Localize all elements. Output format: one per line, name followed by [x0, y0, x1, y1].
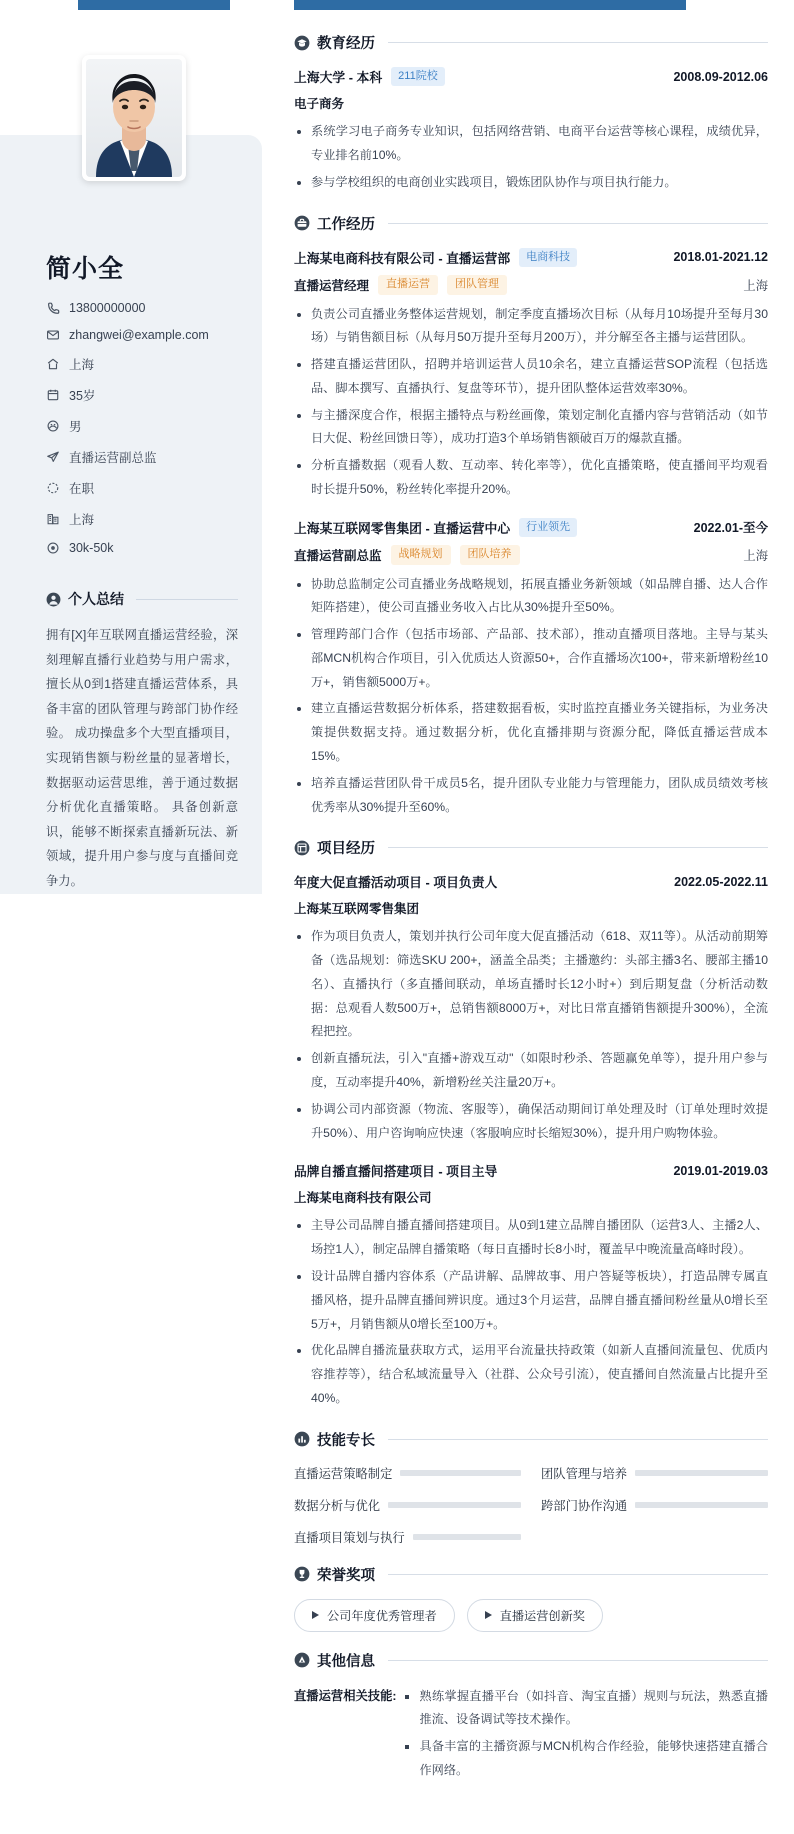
- contact-list: [0, 301, 268, 555]
- profile-photo-wrapper: [0, 55, 268, 181]
- divider: [136, 599, 238, 600]
- list-item: 协助总监制定公司直播业务战略规划，拓展直播业务新领域（如品牌自播、达人合作矩阵搭建），使公司直播业务收入占比从30%提升至50%。: [294, 573, 768, 621]
- contact-item-position: [46, 448, 268, 466]
- work-entry-row: [294, 518, 768, 537]
- list-item: 搭建直播运营团队，招聘并培训运营人员10余名，建立直播运营SOP流程（包括选品、脚本撰写、直播执行、复盘等环节），提升团队整体运营效率30%。: [294, 353, 768, 401]
- company-badge: 电商科技: [519, 248, 577, 267]
- contact-item-status: [46, 479, 268, 497]
- list-item: 管理跨部门合作（包括市场部、产品部、技术部），推动直播项目落地。主导与某头部MCN机构合作项目，引入优质达人资源50+，合作直播场次100+，带来新增粉丝10万+，销售额5000万+。: [294, 623, 768, 694]
- role-tag: 团队管理: [447, 275, 507, 294]
- work-title: 工作经历: [317, 216, 375, 233]
- award-chip[interactable]: [294, 1599, 455, 1632]
- skill-name: 直播项目策划与执行: [294, 1530, 405, 1545]
- skill-item: [294, 1464, 521, 1482]
- skill-bar-track: [388, 1502, 521, 1508]
- summary-text: 拥有[X]年互联网直播运营经验，深刻理解直播行业趋势与用户需求，擅长从0到1搭建直播运营体系，具备丰富的团队管理与跨部门协作经验。 成功操盘多个大型直播项目，实现销售额与粉丝量的显著增长，数据驱动运营思维，善于通过数据分析优化直播策略。 具备创新意识，能够不断探索直播新玩法、新领域，提升用户参与度与直播间竞争力。: [46, 628, 238, 888]
- project-entry-row: [294, 872, 768, 891]
- city-icon: [46, 512, 60, 526]
- work-entry-row: [294, 248, 768, 267]
- role-tag: 直播运营: [378, 275, 438, 294]
- work-role-row: [294, 275, 768, 294]
- summary-header: [46, 589, 238, 609]
- briefcase-icon: [294, 215, 310, 231]
- award-label: 公司年度优秀管理者: [327, 1608, 437, 1623]
- skills-title: 技能专长: [317, 1432, 375, 1449]
- project-bullets: [294, 925, 768, 1145]
- list-item: 系统学习电子商务专业知识，包括网络营销、电商平台运营等核心课程，成绩优异，专业排名前10%。: [294, 120, 768, 168]
- skill-item: [541, 1464, 768, 1482]
- summary-section: [0, 589, 268, 894]
- email-icon: [46, 328, 60, 342]
- education-bullets: [294, 120, 768, 194]
- school-badge: 211院校: [391, 67, 445, 86]
- list-item: 协调公司内部资源（物流、客服等），确保活动期间订单处理及时（订单处理时效提升50%）、用户咨询响应快速（客服响应时长缩短30%），提升用户购物体验。: [294, 1098, 768, 1146]
- contact-value: 直播运营副总监: [69, 451, 157, 465]
- page-title: 简小全: [46, 255, 125, 283]
- skill-name: 跨部门协作沟通: [541, 1498, 628, 1513]
- other-header: [294, 1650, 768, 1671]
- company-name: 上海某电商科技有限公司 - 直播运营部: [294, 250, 511, 266]
- contact-value: 30k-50k: [69, 541, 114, 555]
- other-label: 直播运营相关技能:: [294, 1688, 397, 1703]
- section-awards: [294, 1564, 768, 1632]
- work-bullets: [294, 303, 768, 502]
- contact-item-age: [46, 386, 268, 404]
- award-chip[interactable]: [467, 1599, 603, 1632]
- skills-header: [294, 1429, 768, 1450]
- contact-value: 上海: [69, 513, 95, 527]
- contact-value: 13800000000: [69, 301, 146, 315]
- skill-name: 数据分析与优化: [294, 1498, 381, 1513]
- list-item: 与主播深度合作，根据主播特点与粉丝画像，策划定制化直播内容与营销活动（如节日大促、粉丝回馈日等），成功打造3个单场销售额破百万的爆款直播。: [294, 404, 768, 452]
- section-work: [294, 213, 768, 820]
- calendar-icon: [46, 388, 60, 402]
- skill-bar-track: [635, 1502, 768, 1508]
- list-item: 主导公司品牌自播直播间搭建项目。从0到1建立品牌自播团队（运营3人、主播2人、场控1人），制定品牌自播策略（每日直播时长8小时，覆盖早中晚流量高峰时段）。: [294, 1214, 768, 1262]
- skill-name: 直播运营策略制定: [294, 1466, 393, 1481]
- contact-value: 上海: [69, 358, 95, 372]
- project-date: 2022.05-2022.11: [674, 874, 768, 889]
- skill-item: [541, 1496, 768, 1514]
- projects-header: [294, 837, 768, 858]
- list-item: 分析直播数据（观看人数、互动率、转化率等），优化直播策略，使直播间平均观看时长提升50%，粉丝转化率提升20%。: [294, 454, 768, 502]
- top-accent-left: [0, 0, 268, 10]
- divider: [388, 42, 768, 43]
- play-triangle-icon: [312, 1611, 319, 1619]
- skill-item: [294, 1528, 521, 1546]
- award-label: 直播运营创新奖: [499, 1608, 585, 1623]
- skills-grid: [294, 1464, 768, 1546]
- section-skills: [294, 1429, 768, 1546]
- education-entry-row: [294, 67, 768, 86]
- list-item: 优化品牌自播流量获取方式，运用平台流量扶持政策（如新人直播间流量包、优质内容推荐等），结合私域流量导入（社群、公众号引流），使直播间自然流量占比提升至40%。: [294, 1339, 768, 1410]
- skill-bar-track: [400, 1470, 521, 1476]
- project-entry-row: [294, 1161, 768, 1180]
- list-item: 具备丰富的主播资源与MCN机构合作经验，能够快速搭建直播合作网络。: [402, 1735, 768, 1783]
- contact-value: 35岁: [69, 389, 96, 403]
- contact-item-home: [46, 355, 268, 373]
- work-date: 2022.01-至今: [693, 521, 768, 536]
- work-header: [294, 213, 768, 234]
- education-entry: [294, 67, 768, 195]
- company-name: 上海某互联网零售集团 - 直播运营中心: [294, 520, 511, 536]
- education-title: 教育经历: [317, 36, 375, 52]
- work-entry: [294, 518, 768, 820]
- contact-value: 在职: [69, 482, 95, 496]
- home-icon: [46, 357, 60, 371]
- divider: [388, 1439, 768, 1440]
- list-item: 作为项目负责人，策划并执行公司年度大促直播活动（618、双11等）。从活动前期筹备（选品规划：筛选SKU 200+，涵盖全品类；主播邀约：头部主播3名、腰部主播10名）、直播执行（多直播间联动，单场直播时长12小时+）到后期复盘（分析活动数据：总观看人数500万+，总销售额8000万+，对比日常直播销售额提升300%），全流程把控。: [294, 925, 768, 1044]
- education-header: [294, 32, 768, 53]
- divider: [388, 1660, 768, 1661]
- list-item: 设计品牌自播内容体系（产品讲解、品牌故事、用户答疑等板块），打造品牌专属直播风格，提升品牌直播间辨识度。通过3个月运营，品牌自播直播间粉丝量从0增长至5万+，月销售额从0增长至100万+。: [294, 1265, 768, 1336]
- divider: [388, 847, 768, 848]
- info-icon: [294, 1652, 310, 1668]
- list-item: 负责公司直播业务整体运营规划，制定季度直播场次目标（从每月10场提升至每月30场）与销售额目标（从每月50万提升至每月200万），并分解至各主播与运营团队。: [294, 303, 768, 351]
- company-badge: 行业领先: [519, 518, 577, 537]
- awards-list: [294, 1599, 768, 1632]
- contact-item-gender: [46, 417, 268, 435]
- project-icon: [294, 840, 310, 856]
- graduation-cap-icon: [294, 35, 310, 51]
- salary-icon: [46, 541, 60, 555]
- project-date: 2019.01-2019.03: [673, 1163, 768, 1178]
- avatar: [82, 55, 186, 181]
- skill-item: [294, 1496, 521, 1514]
- list-item: 创新直播玩法，引入"直播+游戏互动"（如限时秒杀、答题赢免单等），提升用户参与度，互动率提升40%，新增粉丝关注量20万+。: [294, 1047, 768, 1095]
- section-other: [294, 1650, 768, 1786]
- contact-item-city: [46, 510, 268, 528]
- user-circle-icon: [46, 592, 61, 607]
- other-info-row: [294, 1685, 768, 1786]
- divider: [388, 1574, 768, 1575]
- project-bullets: [294, 1214, 768, 1410]
- top-accent-right: [268, 0, 794, 10]
- section-projects: [294, 837, 768, 1410]
- project-org: 上海某互联网零售集团: [294, 902, 420, 917]
- gender-icon: [46, 419, 60, 433]
- section-education: [294, 32, 768, 195]
- contact-item-phone: [46, 301, 268, 315]
- project-entry: [294, 1161, 768, 1410]
- main-content: [268, 10, 794, 1834]
- list-item: 建立直播运营数据分析体系，搭建数据看板，实时监控直播业务关键指标，为业务决策提供数据支持。通过数据分析，优化直播排期与资源分配，降低直播运营成本15%。: [294, 697, 768, 768]
- project-name: 年度大促直播活动项目 - 项目负责人: [294, 875, 498, 891]
- summary-title: 个人总结: [68, 591, 124, 607]
- skill-name: 团队管理与培养: [541, 1466, 628, 1481]
- work-location: 上海: [743, 548, 768, 563]
- play-triangle-icon: [485, 1611, 492, 1619]
- chart-icon: [294, 1431, 310, 1447]
- contact-value: 男: [69, 420, 82, 434]
- awards-header: [294, 1564, 768, 1585]
- trophy-icon: [294, 1566, 310, 1582]
- school-name: 上海大学 - 本科: [294, 70, 383, 86]
- work-location: 上海: [743, 278, 768, 293]
- top-accent-bars: [0, 0, 794, 10]
- education-date: 2008.09-2012.06: [673, 69, 768, 84]
- project-org: 上海某电商科技有限公司: [294, 1191, 432, 1206]
- awards-title: 荣誉奖项: [317, 1567, 375, 1584]
- phone-icon: [46, 301, 60, 315]
- list-item: 熟练掌握直播平台（如抖音、淘宝直播）规则与玩法，熟悉直播推流、设备调试等技术操作。: [402, 1685, 768, 1733]
- projects-title: 项目经历: [317, 841, 375, 858]
- contact-item-email: [46, 328, 268, 342]
- list-item: 参与学校组织的电商创业实践项目，锻炼团队协作与项目执行能力。: [294, 171, 768, 195]
- other-title: 其他信息: [317, 1653, 375, 1670]
- role-tag: 战略规划: [391, 545, 451, 564]
- education-major: 电子商务: [294, 97, 345, 112]
- work-entry: [294, 248, 768, 502]
- skill-bar-track: [413, 1534, 521, 1540]
- sidebar: [0, 10, 268, 894]
- project-name: 品牌自播直播间搭建项目 - 项目主导: [294, 1164, 498, 1180]
- project-entry: [294, 872, 768, 1145]
- list-item: 培养直播运营团队骨干成员5名，提升团队专业能力与管理能力，团队成员绩效考核优秀率从30%提升至60%。: [294, 772, 768, 820]
- job-role: 直播运营副总监: [294, 548, 382, 563]
- contact-item-salary: [46, 541, 268, 555]
- status-icon: [46, 481, 60, 495]
- work-bullets: [294, 573, 768, 820]
- divider: [388, 223, 768, 224]
- other-bullets: [402, 1685, 768, 1783]
- contact-value: zhangwei@example.com: [69, 328, 209, 342]
- work-role-row: [294, 545, 768, 564]
- send-icon: [46, 450, 60, 464]
- role-tag: 团队培养: [460, 545, 520, 564]
- job-role: 直播运营经理: [294, 278, 370, 293]
- skill-bar-track: [635, 1470, 768, 1476]
- work-date: 2018.01-2021.12: [673, 250, 768, 265]
